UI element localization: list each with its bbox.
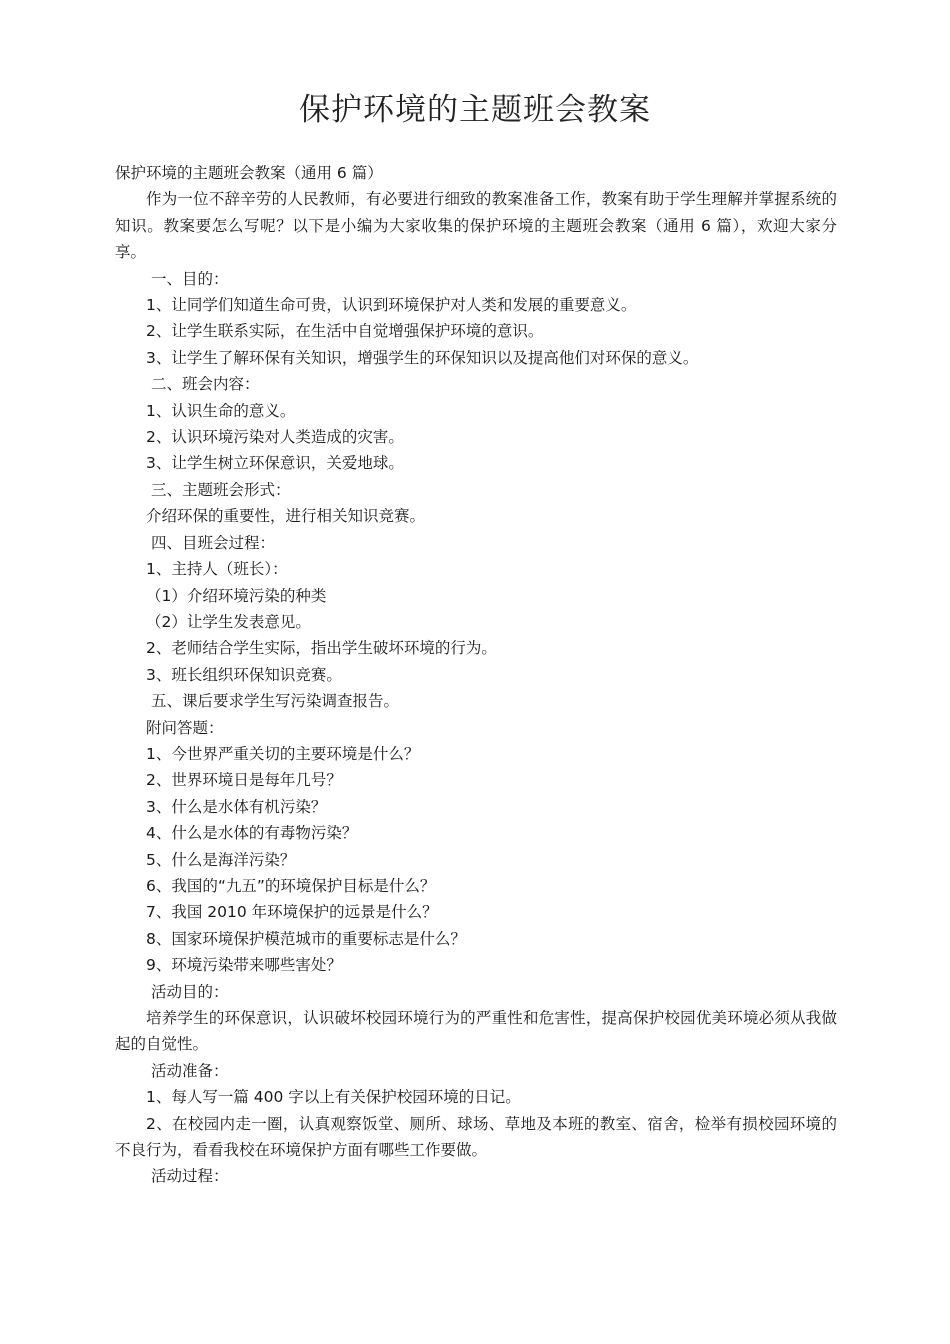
prep-item: 1、每人写一篇 400 字以上有关保护校园环境的日记。 — [146, 1088, 521, 1107]
qa-heading: 附问答题： — [146, 718, 224, 737]
list-item: 1、主持人（班长）： — [146, 560, 288, 579]
list-item: 3、班长组织环保知识竞赛。 — [146, 665, 342, 684]
list-item: （2）让学生发表意见。 — [146, 612, 311, 631]
list-item: 1、让同学们知道生命可贵，认识到环境保护对人类和发展的重要意义。 — [146, 296, 637, 315]
section-heading-homework: 五、课后要求学生写污染调查报告。 — [151, 692, 400, 711]
list-item: 2、让学生联系实际，在生活中自觉增强保护环境的意识。 — [146, 322, 544, 341]
question-item: 1、今世界严重关切的主要环境是什么？ — [146, 744, 420, 763]
section-heading-format: 三、主题班会形式： — [151, 480, 291, 499]
prep-item-paragraph: 2、在校园内走一圈，认真观察饭堂、厕所、球场、草地及本班的教室、宿舍，检举有损校园环境的不良行为，看看我校在环境保护方面有哪些工作要做。 — [115, 1114, 837, 1160]
document-title: 保护环境的主题班会教案 — [299, 92, 651, 128]
question-item: 9、环境污染带来哪些害处？ — [146, 956, 342, 975]
list-item: 介绍环保的重要性，进行相关知识竞赛。 — [146, 507, 426, 526]
question-item: 7、我国 2010 年环境保护的远景是什么？ — [146, 903, 438, 922]
section-heading-content: 二、班会内容： — [151, 375, 260, 394]
list-item: 2、老师结合学生实际，指出学生破坏环境的行为。 — [146, 639, 497, 658]
intro-paragraph: 作为一位不辞辛劳的人民教师，有必要进行细致的教案准备工作，教案有助于学生理解并掌握系统的知识。教案要怎么写呢？以下是小编为大家收集的保护环境的主题班会教案（通用 6 篇），欢迎大家分享。 — [115, 190, 837, 262]
activity-purpose-paragraph: 培养学生的环保意识，认识破坏校园环境行为的严重性和危害性，提高保护校园优美环境必须从我做起的自觉性。 — [115, 1009, 837, 1054]
question-item: 2、世界环境日是每年几号？ — [146, 771, 342, 790]
question-item: 6、我国的“九五”的环境保护目标是什么？ — [146, 876, 436, 895]
activity-purpose-heading: 活动目的： — [151, 982, 229, 1001]
question-item: 5、什么是海洋污染？ — [146, 850, 296, 869]
section-heading-purpose: 一、目的： — [151, 269, 229, 288]
activity-prep-heading: 活动准备： — [151, 1061, 229, 1080]
section-heading-process: 四、目班会过程： — [151, 533, 276, 552]
list-item: 1、认识生命的意义。 — [146, 401, 296, 420]
question-item: 8、国家环境保护模范城市的重要标志是什么？ — [146, 929, 466, 948]
question-item: 3、什么是水体有机污染？ — [146, 797, 327, 816]
question-item: 4、什么是水体的有毒物污染？ — [146, 824, 358, 843]
activity-process-heading: 活动过程： — [151, 1167, 229, 1186]
list-item: 2、认识环境污染对人类造成的灾害。 — [146, 428, 404, 447]
list-item: （1）介绍环境污染的种类 — [146, 586, 327, 605]
list-item: 3、让学生了解环保有关知识，增强学生的环保知识以及提高他们对环保的意义。 — [146, 348, 699, 367]
document-body — [115, 160, 837, 1190]
document-subtitle: 保护环境的主题班会教案（通用 6 篇） — [115, 164, 383, 182]
list-item: 3、让学生树立环保意识，关爱地球。 — [146, 454, 404, 473]
